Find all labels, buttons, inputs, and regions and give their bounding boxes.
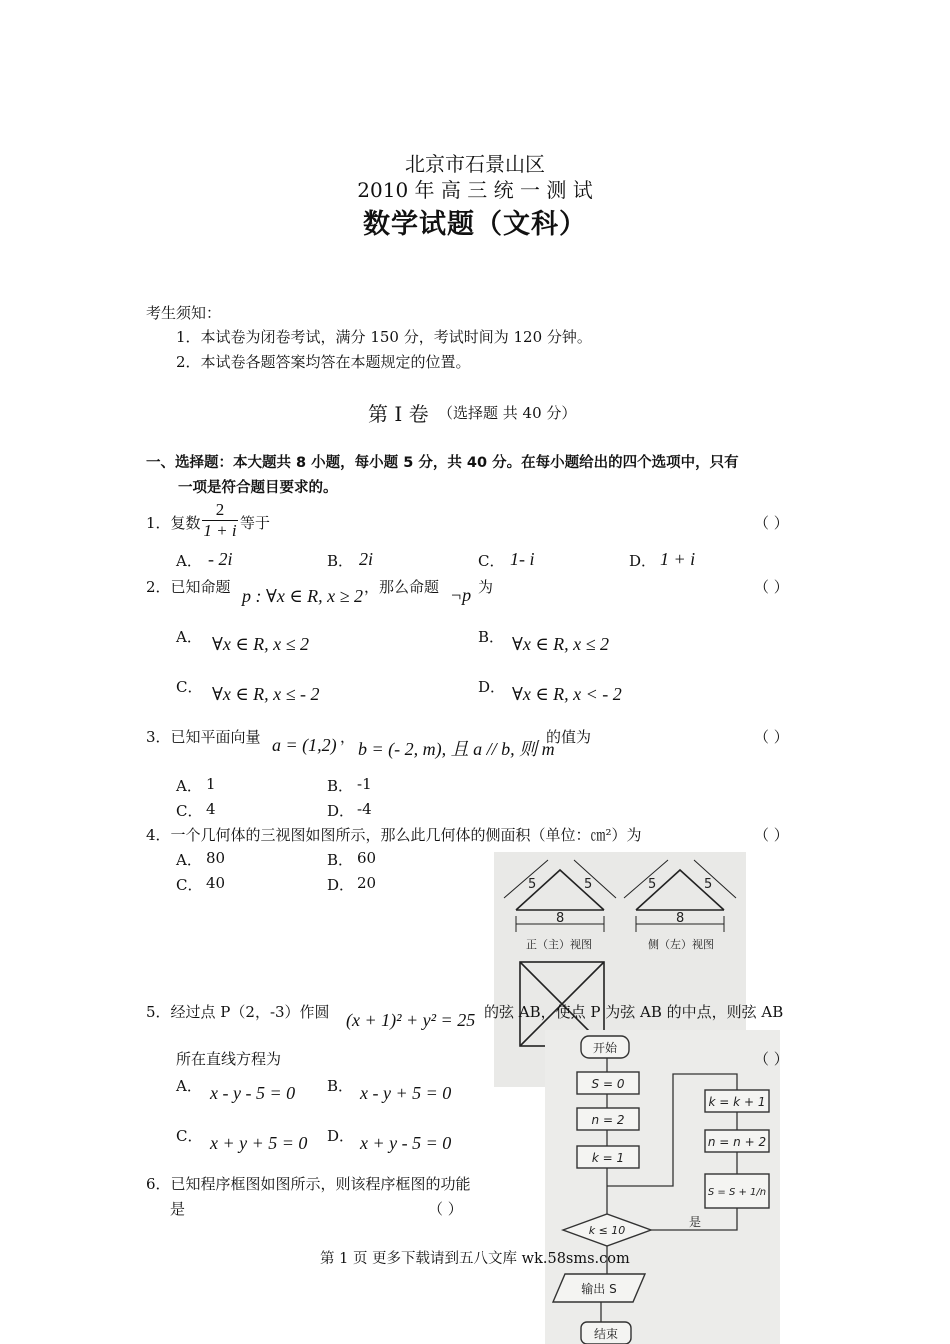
- q2-middle: ，那么命题: [364, 578, 440, 596]
- q6-line2: 是: [170, 1200, 186, 1218]
- q4-opt-a-label: A．: [176, 851, 202, 869]
- q1-opt-d-label: D．: [629, 552, 657, 570]
- q4-answer-paren: （ ）: [754, 826, 789, 844]
- q3-prefix: 3．已知平面向量: [146, 728, 261, 746]
- notice-item-1: 1．本试卷为闭卷考试，满分 150 分，考试时间为 120 分钟。: [176, 328, 592, 346]
- q4-opt-a: 80: [206, 849, 226, 867]
- q1-opt-c: 1- i: [510, 549, 535, 569]
- q1-suffix: 等于: [240, 514, 271, 532]
- q3-expr-b: b = (- 2, m), 且 a // b, 则 m: [358, 739, 555, 759]
- side-base-label: 8: [676, 911, 685, 926]
- q1-fraction: [202, 500, 238, 541]
- q5-opt-a-label: A．: [176, 1077, 202, 1095]
- q2-opt-c-label: C．: [176, 678, 203, 696]
- q2-opt-a-label: A．: [176, 628, 202, 646]
- q3-opt-a: 1: [206, 775, 216, 793]
- q4-opt-b: 60: [357, 849, 377, 867]
- notice-heading: 考生须知：: [146, 304, 222, 322]
- section1-line1: 一、选择题：本大题共 8 小题，每小题 5 分，共 40 分。在每小题给出的四个选项中，只有: [146, 455, 739, 471]
- q3-suffix: 的值为: [546, 728, 592, 746]
- flow-s-update: S = S + 1/n: [707, 1187, 767, 1198]
- q4-opt-d: 20: [357, 874, 377, 892]
- q3-answer-paren: （ ）: [754, 728, 789, 746]
- q3-opt-d: -4: [357, 800, 372, 818]
- q3-opt-b: -1: [357, 775, 372, 793]
- q5-opt-b-label: B．: [327, 1077, 354, 1095]
- section1-line2: 一项是符合题目要求的。: [178, 480, 338, 496]
- q5-opt-d: x + y - 5 = 0: [360, 1133, 452, 1153]
- flow-start: 开始: [592, 1041, 618, 1055]
- q3-opt-c: 4: [206, 800, 216, 818]
- volume-subtitle: （选择题 共 40 分）: [438, 404, 577, 422]
- notice-item-2: 2．本试卷各题答案均答在本题规定的位置。: [176, 353, 471, 371]
- q5-prefix: 5．经过点 P（2，-3）作圆: [146, 1003, 330, 1021]
- q4-opt-b-label: B．: [327, 851, 354, 869]
- q2-expr: p : ∀x ∈ R, x ≥ 2: [242, 586, 364, 606]
- q5-expr: (x + 1)² + y² = 25: [346, 1010, 476, 1030]
- q2-opt-d-label: D．: [478, 678, 506, 696]
- q5-opt-b: x - y + 5 = 0: [360, 1083, 452, 1103]
- flow-k-update: k = k + 1: [708, 1095, 766, 1109]
- front-edge-left: 5: [528, 877, 537, 892]
- q6-line1: 6．已知程序框图如图所示，则该程序框图的功能: [146, 1175, 471, 1193]
- front-view-caption: 正（主）视图: [526, 938, 592, 951]
- flow-end: 结束: [593, 1327, 619, 1341]
- q5-opt-c-label: C．: [176, 1127, 203, 1145]
- flow-s0: S = 0: [591, 1077, 625, 1091]
- q1-opt-a: - 2i: [208, 549, 233, 569]
- q4-opt-c-label: C．: [176, 876, 203, 894]
- q1-opt-c-label: C．: [478, 552, 505, 570]
- flow-k1: k = 1: [591, 1151, 625, 1165]
- flow-n2: n = 2: [591, 1113, 625, 1127]
- front-base-label: 8: [556, 911, 565, 926]
- flow-output: 输出 S: [581, 1282, 617, 1296]
- q3-opt-d-label: D．: [327, 802, 355, 820]
- q2-suffix: 为: [478, 578, 494, 596]
- q5-opt-d-label: D．: [327, 1127, 355, 1145]
- q2-opt-c: ∀x ∈ R, x ≤ - 2: [212, 684, 320, 704]
- q3-opt-b-label: B．: [327, 777, 354, 795]
- q3-comma: ，: [340, 728, 356, 746]
- q2-neg: ¬p: [450, 585, 472, 605]
- flowchart-svg: [545, 1030, 780, 1344]
- q5-suffix: 的弦 AB，使点 P 为弦 AB 的中点，则弦 AB: [484, 1003, 784, 1021]
- q1-frac-den: 1 + i: [203, 521, 237, 540]
- q3-opt-a-label: A．: [176, 777, 202, 795]
- q5-opt-a: x - y - 5 = 0: [210, 1083, 296, 1103]
- page-title: 数学试题（文科）: [363, 209, 587, 240]
- q1-opt-a-label: A．: [176, 552, 202, 570]
- q2-prefix: 2．已知命题: [146, 578, 231, 596]
- side-edge-right: 5: [704, 877, 713, 892]
- q1-opt-b: 2i: [359, 549, 374, 569]
- q4-stem: 4．一个几何体的三视图如图所示，那么此几何体的侧面积（单位：㎝²）为: [146, 826, 642, 844]
- header-line2: 2010 年 高 三 统 一 测 试: [357, 178, 593, 202]
- q4-opt-c: 40: [206, 874, 226, 892]
- flow-n-update: n = n + 2: [707, 1135, 767, 1149]
- q5-answer-paren: （ ）: [754, 1050, 789, 1068]
- q3-opt-c-label: C．: [176, 802, 203, 820]
- q1-opt-b-label: B．: [327, 552, 354, 570]
- q5-line2: 所在直线方程为: [176, 1050, 282, 1068]
- q2-opt-a: ∀x ∈ R, x ≤ 2: [212, 634, 310, 654]
- flowchart-figure: [545, 1030, 780, 1344]
- flow-cond: k ≤ 10: [588, 1224, 626, 1237]
- q6-answer-paren: （ ）: [428, 1200, 463, 1218]
- volume-title: 第 Ⅰ 卷: [368, 402, 429, 426]
- q2-opt-b: ∀x ∈ R, x ≤ 2: [512, 634, 610, 654]
- flow-yes: 是: [688, 1215, 702, 1229]
- q3-expr-a: a = (1,2): [272, 735, 337, 755]
- q2-opt-d: ∀x ∈ R, x < - 2: [512, 684, 622, 704]
- page-footer: 第 1 页 更多下载请到五八文库 wk.58sms.com: [320, 1251, 630, 1267]
- q2-answer-paren: （ ）: [754, 578, 789, 596]
- q5-opt-c: x + y + 5 = 0: [210, 1133, 308, 1153]
- side-view-caption: 侧（左）视图: [648, 938, 714, 951]
- q1-opt-d: 1 + i: [660, 549, 696, 569]
- front-edge-right: 5: [584, 877, 593, 892]
- q4-opt-d-label: D．: [327, 876, 355, 894]
- q1-prefix: 1．复数: [146, 514, 201, 532]
- q2-opt-b-label: B．: [478, 628, 505, 646]
- side-edge-left: 5: [648, 877, 657, 892]
- header-line1: 北京市石景山区: [405, 152, 545, 176]
- q1-answer-paren: （ ）: [754, 514, 789, 532]
- q1-frac-num: 2: [202, 500, 238, 521]
